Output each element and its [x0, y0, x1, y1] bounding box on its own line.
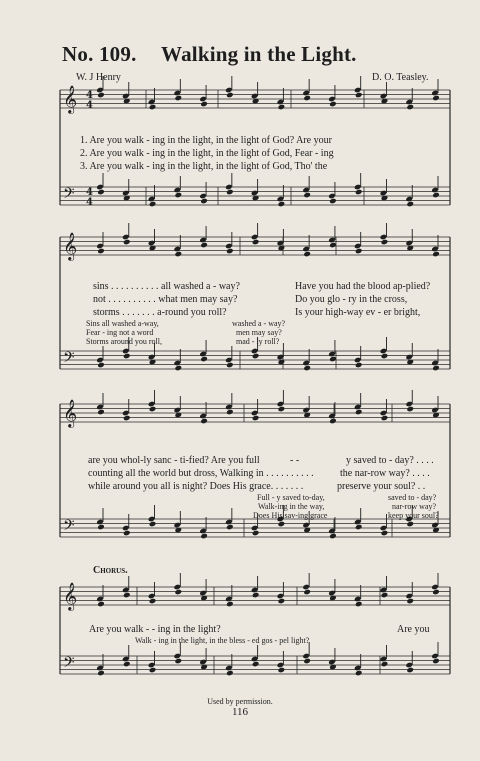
time-signature: 4: [86, 187, 93, 198]
notehead: [303, 589, 311, 596]
verse-line-2-right: Do you glo - ry in the cross,: [295, 294, 408, 305]
bass-lyric-mid-3: Does His sav-ing grace: [253, 511, 328, 520]
notehead: [226, 248, 234, 255]
notehead: [200, 533, 208, 540]
treble-clef-icon: 𝄞: [63, 582, 78, 610]
notehead: [123, 353, 131, 360]
notehead: [252, 530, 260, 537]
notehead: [381, 661, 389, 668]
notehead: [175, 192, 183, 199]
notehead: [252, 661, 260, 668]
notehead: [226, 92, 234, 99]
bass-lyric-1: Sins all washed a-way,: [86, 319, 159, 328]
notehead: [200, 242, 208, 249]
treble-clef-icon: 𝄞: [63, 85, 78, 113]
notehead: [329, 356, 337, 363]
notehead: [432, 95, 440, 102]
notehead: [149, 667, 157, 674]
treble-clef-icon: 𝄞: [63, 399, 78, 427]
bass-clef-icon: 𝄢: [63, 349, 75, 370]
notehead: [355, 189, 363, 196]
verse-line-3-left: while around you all is night? Does His grace. . . . . . .: [88, 481, 304, 492]
notehead: [226, 189, 234, 196]
verse-line-1-right: Have you had the blood ap-plied?: [295, 281, 431, 292]
bass-lyric-3: Storms around you roll,: [86, 337, 162, 346]
notehead: [97, 409, 105, 416]
bass-lyric-2: Fear - ing not a word: [86, 328, 154, 337]
notehead: [406, 406, 414, 413]
notehead: [97, 189, 105, 196]
bass-clef-icon: 𝄢: [63, 517, 75, 538]
bass-lyric-mid-1: washed a - way?: [232, 319, 286, 328]
hymn-number: No. 109.: [62, 42, 137, 66]
notehead: [175, 365, 183, 372]
notehead: [149, 104, 157, 111]
verse-line-1-right: y saved to - day? . . . .: [346, 455, 434, 466]
notehead: [97, 601, 105, 608]
notehead: [252, 415, 260, 422]
bass-clef-icon: 𝄢: [63, 654, 75, 675]
chorus-line-bass: Walk - ing in the light, in the bless - ed gos - pel light?: [135, 636, 310, 645]
held-dashes: - -: [290, 455, 300, 466]
notehead: [97, 362, 105, 369]
time-signature: 4: [86, 90, 93, 101]
notehead: [355, 524, 363, 531]
notehead: [175, 658, 183, 665]
lyricist: W. J Henry: [76, 72, 121, 83]
notehead: [303, 251, 311, 258]
notehead: [381, 415, 389, 422]
chorus-line-main: Are you walk - - ing in the light?: [89, 624, 221, 635]
verse-line-1-left: sins . . . . . . . . . . all washed a - way?: [93, 281, 240, 292]
notehead: [381, 592, 389, 599]
notehead: [406, 598, 414, 605]
bass-lyric-mid-3: mad - ly roll?: [236, 337, 280, 346]
verse-line-2-left: not . . . . . . . . . . what men may say?: [93, 294, 238, 305]
bass-lyric-right-1: saved to - day?: [388, 493, 437, 502]
notehead: [226, 362, 234, 369]
notehead: [355, 92, 363, 99]
notehead: [252, 592, 260, 599]
notehead: [200, 418, 208, 425]
verse-line-2-right: the nar-row way? . . . .: [340, 468, 430, 479]
notehead: [406, 104, 414, 111]
page-number: 116: [231, 706, 249, 718]
notehead: [381, 239, 389, 246]
bass-lyric-mid-2: Walk-ing in the way,: [258, 502, 325, 511]
notehead: [406, 521, 414, 528]
verse-line-3-left: storms . . . . . . . a-round you roll?: [93, 307, 227, 318]
bass-lyric-right-2: nar-row way?: [392, 502, 437, 511]
notehead: [406, 667, 414, 674]
notehead: [432, 365, 440, 372]
permission-note: Used by permission.: [207, 697, 273, 706]
notehead: [381, 353, 389, 360]
verse-line-1: 1. Are you walk - ing in the light, in the light of God? Are your: [80, 135, 332, 146]
notehead: [123, 592, 131, 599]
notehead: [149, 201, 157, 208]
notehead: [329, 101, 337, 108]
notehead: [200, 198, 208, 205]
notehead: [175, 95, 183, 102]
notehead: [432, 589, 440, 596]
notehead: [200, 101, 208, 108]
notehead: [329, 418, 337, 425]
notehead: [123, 415, 131, 422]
notehead: [226, 670, 234, 677]
notehead: [278, 104, 286, 111]
verse-line-3-right: preserve your soul? . .: [337, 481, 426, 492]
notehead: [355, 409, 363, 416]
notehead: [303, 192, 311, 199]
notehead: [303, 658, 311, 665]
notehead: [226, 524, 234, 531]
verse-line-1-left: are you whol-ly sanc - ti-fied? Are you full: [88, 455, 260, 466]
composer: D. O. Teasley.: [372, 72, 429, 83]
notehead: [252, 353, 260, 360]
notehead: [97, 92, 105, 99]
bass-lyric-right-3: keep your soul?: [388, 511, 439, 520]
notehead: [432, 192, 440, 199]
notehead: [175, 589, 183, 596]
notehead: [123, 239, 131, 246]
notehead: [303, 365, 311, 372]
bass-clef-icon: 𝄢: [63, 185, 75, 206]
notehead: [149, 598, 157, 605]
notehead: [123, 530, 131, 537]
notehead: [329, 242, 337, 249]
time-signature: 4: [86, 197, 93, 208]
notehead: [329, 198, 337, 205]
notehead: [278, 598, 286, 605]
notehead: [329, 533, 337, 540]
notehead: [97, 248, 105, 255]
notehead: [355, 362, 363, 369]
bass-lyric-mid-1: Full - y saved to-day,: [257, 493, 325, 502]
verse-line-2-left: counting all the world but dross, Walking in . . . . . . . . . .: [88, 468, 314, 479]
hymn-name: Walking in the Light.: [161, 42, 357, 66]
notehead: [406, 201, 414, 208]
verse-line-3-right: Is your high-way ev - er bright,: [295, 307, 421, 318]
notehead: [97, 524, 105, 531]
bass-lyric-mid-2: men may say?: [236, 328, 282, 337]
notehead: [226, 601, 234, 608]
notehead: [278, 521, 286, 528]
notehead: [278, 201, 286, 208]
treble-clef-icon: 𝄞: [63, 232, 78, 260]
notehead: [200, 356, 208, 363]
notehead: [432, 658, 440, 665]
notehead: [303, 95, 311, 102]
notehead: [278, 667, 286, 674]
notehead: [355, 670, 363, 677]
chorus-label: Chorus.: [93, 565, 128, 576]
notehead: [175, 251, 183, 258]
chorus-line-end: Are you: [397, 624, 430, 635]
notehead: [432, 251, 440, 258]
notehead: [252, 239, 260, 246]
notehead: [123, 661, 131, 668]
notehead: [149, 406, 157, 413]
time-signature: 4: [86, 100, 93, 111]
notehead: [355, 248, 363, 255]
verse-line-3: 3. Are you walk - ing in the light, in the light of God, Tho' the: [80, 161, 328, 172]
notehead: [226, 409, 234, 416]
notehead: [355, 601, 363, 608]
notehead: [149, 521, 157, 528]
notehead: [278, 406, 286, 413]
notehead: [97, 670, 105, 677]
verse-line-2: 2. Are you walk - ing in the light, in the light of God, Fear - ing: [80, 148, 334, 159]
notehead: [381, 530, 389, 537]
